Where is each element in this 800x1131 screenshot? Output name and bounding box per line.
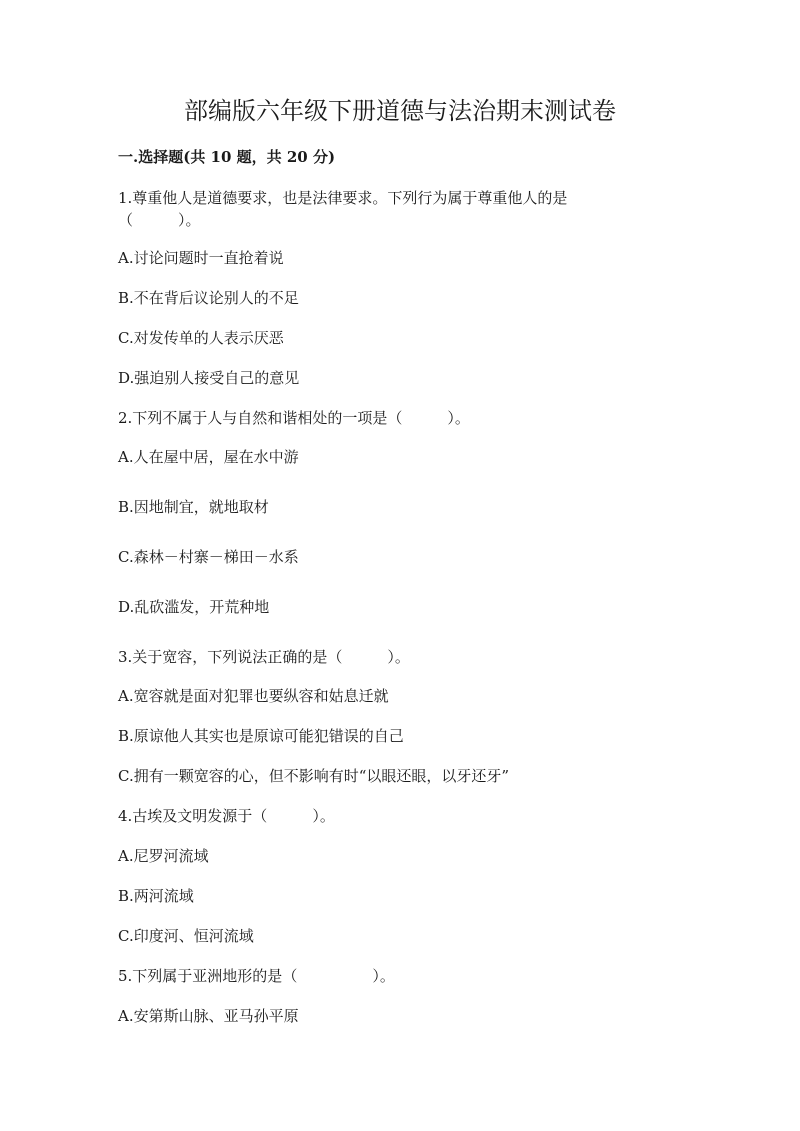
question-3-option-a: A.宽容就是面对犯罪也要纵容和姑息迁就 [118, 687, 389, 705]
question-3-stem: 3.关于宽容，下列说法正确的是（ ）。 [118, 648, 410, 666]
question-1-option-c: C.对发传单的人表示厌恶 [118, 329, 284, 347]
question-1-option-d: D.强迫别人接受自己的意见 [118, 369, 300, 387]
question-2-stem: 2.下列不属于人与自然和谐相处的一项是（ ）。 [118, 409, 470, 427]
exam-title: 部编版六年级下册道德与法治期末测试卷 [184, 97, 616, 125]
question-1-stem: 1.尊重他人是道德要求，也是法律要求。下列行为属于尊重他人的是 [118, 189, 568, 207]
question-4-option-b: B.两河流域 [118, 887, 194, 905]
question-4-option-c: C.印度河、恒河流域 [118, 927, 254, 945]
section-heading: 一.选择题(共 10 题，共 20 分) [118, 148, 336, 166]
question-1-stem-cont: （ ）。 [118, 211, 201, 229]
question-2-option-b: B.因地制宜，就地取材 [118, 498, 269, 516]
question-2-option-c: C.森林－村寨－梯田－水系 [118, 548, 299, 566]
question-4-option-a: A.尼罗河流域 [118, 847, 209, 865]
question-2-option-d: D.乱砍滥发，开荒种地 [118, 598, 270, 616]
question-2-option-a: A.人在屋中居，屋在水中游 [118, 448, 299, 466]
question-3-option-c: C.拥有一颗宽容的心，但不影响有时“以眼还眼，以牙还牙” [118, 767, 510, 785]
question-1-option-a: A.讨论问题时一直抢着说 [118, 249, 284, 267]
question-1-option-b: B.不在背后议论别人的不足 [118, 289, 299, 307]
question-5-stem: 5.下列属于亚洲地形的是（ ）。 [118, 967, 395, 985]
question-3-option-b: B.原谅他人其实也是原谅可能犯错误的自己 [118, 727, 404, 745]
question-5-option-a: A.安第斯山脉、亚马孙平原 [118, 1007, 299, 1025]
question-4-stem: 4.古埃及文明发源于（ ）。 [118, 807, 335, 825]
